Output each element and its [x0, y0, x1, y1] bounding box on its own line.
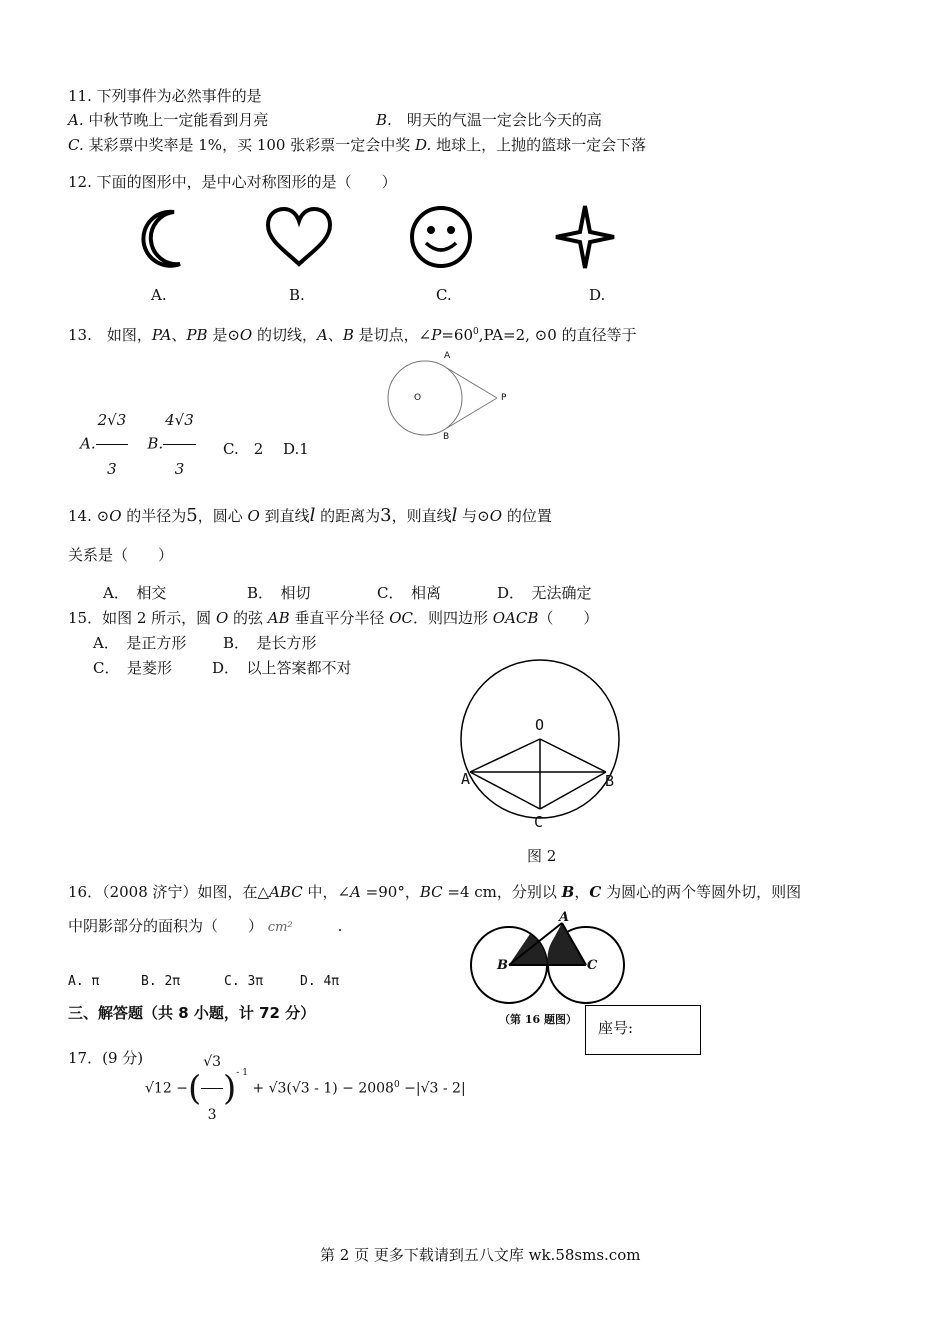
q13-fig-label-o: O [414, 393, 422, 403]
four-point-star-icon [554, 204, 616, 270]
q13-option-ab: A. $\frac{2√3}{3}$ B. $\frac{4√3}{3}$ [80, 396, 196, 444]
q13-fig-label-b: B [443, 432, 450, 442]
q16-option-b: B. 2π [141, 974, 181, 989]
q15-option-b: B． 是长方形 [223, 634, 317, 652]
crescent-moon-icon [134, 208, 194, 268]
q14-option-c: C． 相离 [377, 584, 441, 602]
q15-option-a: A． 是正方形 [93, 634, 187, 652]
q16-fig-label-b: B [497, 958, 508, 973]
q17-label: 17．(9 分) [68, 1049, 144, 1067]
q17-expression: √12 −( $\frac{√3}{3}$ )$^{- 1} + √3(√3 - 1) - 2008^0 -|√3 - 2|$ [145, 1036, 466, 1088]
q16-stem: 16．（2008 济宁）如图，在△ABC 中，∠A =90°，BC =4 cm，分别以 B，C 为圆心的两个等圆外切，则图 [68, 883, 802, 901]
q12-label-a: A. [151, 286, 167, 304]
q16-figure-caption: （第 16 题图） [499, 1013, 577, 1026]
q15-fig-label-o: O [535, 716, 545, 734]
q15-figure-caption: 图 2 [527, 847, 557, 865]
q15-circle-figure [460, 660, 620, 820]
section-3-heading: 三、解答题（共 8 小题，计 72 分） [68, 1004, 316, 1022]
q16-two-circles-figure [470, 912, 630, 1008]
q15-option-c: C． 是菱形 [93, 659, 172, 677]
q11-option-b: B. 明天的气温一定会比今天的高 [376, 111, 602, 129]
q15-option-d: D． 以上答案都不对 [212, 659, 352, 677]
q15-stem: 15．如图 2 所示，圆 O 的弦 AB 垂直平分半径 OC．则四边形 OACB（ ） [68, 609, 599, 627]
q15-fig-label-b: B [605, 772, 615, 790]
q16-option-c: C. 3π [224, 974, 264, 989]
q12-label-d: D. [589, 286, 606, 304]
q11-option-a: A. 中秋节晚上一定能看到月亮 [68, 111, 269, 129]
q14-option-b: B． 相切 [247, 584, 311, 602]
q13-option-cd: C. 2 D.1 [223, 440, 309, 458]
smiley-face-icon [409, 205, 473, 269]
heart-icon [264, 206, 334, 270]
q14-option-a: A． 相交 [103, 584, 167, 602]
q15-fig-label-a: A [461, 770, 471, 788]
seat-number-box [585, 1005, 701, 1055]
q14-stem-line2: 关系是（ ） [68, 546, 174, 564]
q16-option-a: A. π [68, 974, 100, 989]
q11-stem: 11. 下列事件为必然事件的是 [68, 87, 262, 105]
q11-option-c: C. 某彩票中奖率是 1%，买 100 张彩票一定会中奖 D. 地球上，上抛的篮球一定会下落 [68, 136, 647, 154]
q16-option-d: D. 4π [300, 974, 340, 989]
q16-stem-line2: 中阴影部分的面积为（ ） cm² . [68, 917, 343, 935]
q14-stem: 14. ⊙O 的半径为5，圆心 O 到直线l 的距离为3，则直线l 与⊙O 的位置 [68, 505, 552, 526]
q14-option-d: D． 无法确定 [497, 584, 592, 602]
q16-fig-label-a: A [559, 910, 570, 925]
q12-label-b: B. [289, 286, 305, 304]
q12-label-c: C. [436, 286, 452, 304]
q12-stem: 12. 下面的图形中，是中心对称图形的是（ ） [68, 173, 397, 191]
seat-number-label: 座号: [598, 1019, 634, 1037]
q16-fig-label-c: C [587, 958, 598, 973]
page-footer: 第 2 页 更多下载请到五八文库 wk.58sms.com [320, 1246, 641, 1264]
q15-fig-label-c: C [534, 813, 544, 831]
q13-fig-label-p: P [501, 393, 507, 403]
q13-stem: 13. 如图，PA、PB 是⊙O 的切线，A、B 是切点，$\angle P=60^0,PA=2$, ⊙0 的直径等于 [68, 326, 637, 344]
q13-fig-label-a: A [444, 351, 451, 361]
